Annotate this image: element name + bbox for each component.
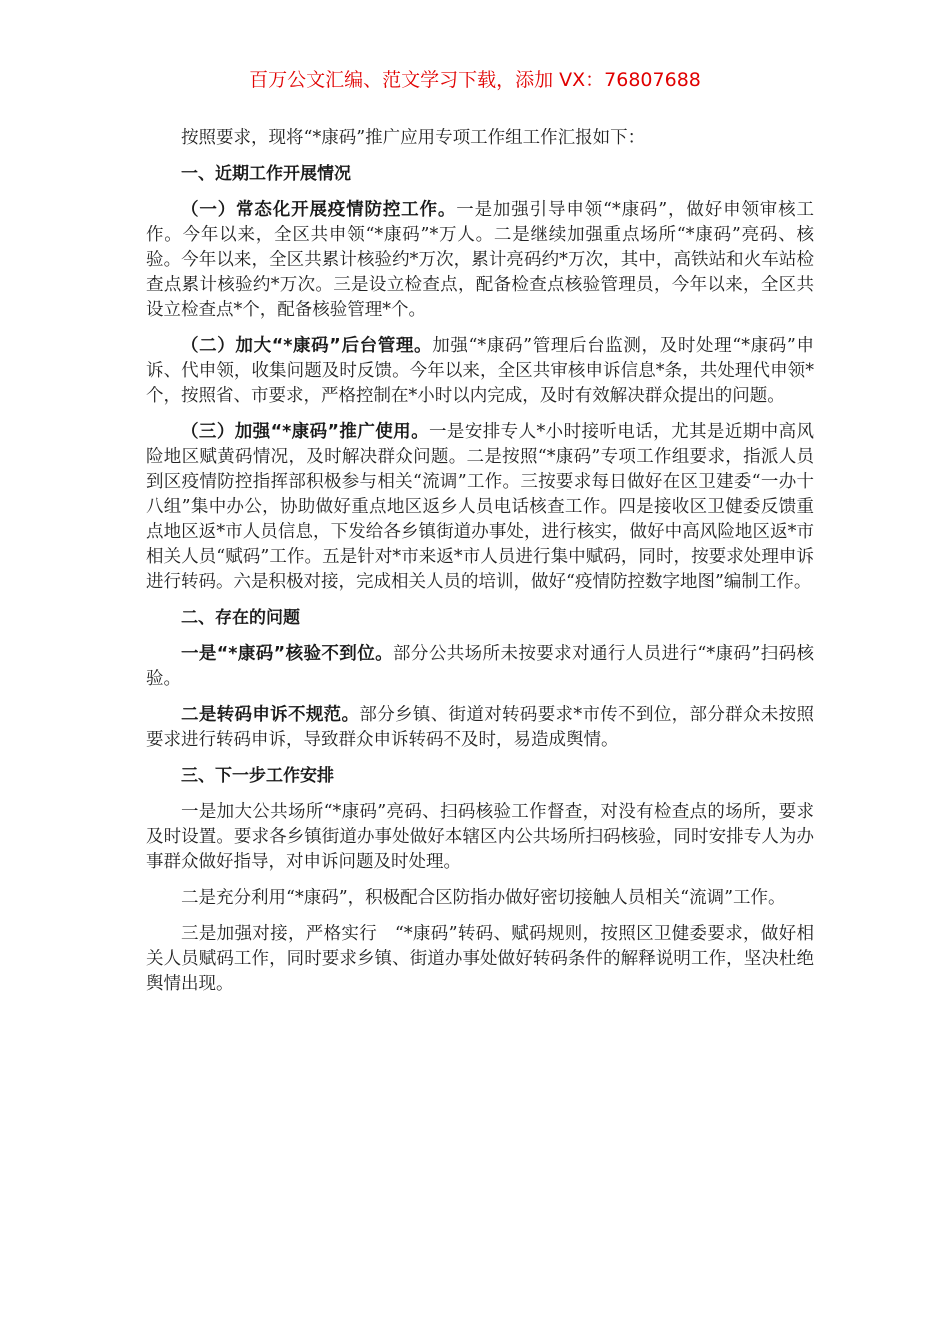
item-text: 一是加强引导申领“*康码”，做好申领审核工作。今年以来，全区共申领“*康码”*万人。二是继续加强重点场所“*康码”亮码、核验。今年以来，全区共累计核验约*万次，累计亮码约*万次，其中，高铁站和火车站检查点累计核验约*万次。三是设立检查点，配备检查点核验管理员，今年以来，全区共设立检查点*个，配备核验管理*个。 bbox=[146, 200, 814, 320]
item-text: 部分乡镇、街道对转码要求*市传不到位，部分群众未按照要求进行转码申诉，导致群众申诉转码不及时，易造成舆情。 bbox=[146, 705, 815, 750]
item-text: 加强“*康码”管理后台监测，及时处理“*康码”申诉、代申领，收集问题及时反馈。今年以来，全区共审核申诉信息*条，共处理代申领*个，按照省、市要求，严格控制在*小时以内完成，及时有效解决群众提出的问题。 bbox=[146, 336, 815, 406]
item-lead: （三）加强“*康码”推广使用。 bbox=[181, 422, 429, 442]
section-1-item-3 bbox=[146, 420, 814, 595]
section-2-item-1 bbox=[146, 642, 814, 692]
section-2-heading: 二、存在的问题 bbox=[181, 608, 300, 628]
section-3-heading: 三、下一步工作安排 bbox=[181, 766, 334, 786]
item-lead: 二是转码申诉不规范。 bbox=[181, 705, 360, 725]
item-lead: 一是“*康码”核验不到位。 bbox=[181, 644, 394, 664]
item-text: 部分公共场所未按要求对通行人员进行“*康码”扫码核验。 bbox=[146, 644, 814, 689]
section-3-item-3: 三是加强对接，严格实行 “*康码”转码、赋码规则，按照区卫健委要求，做好相关人员赋码工作，同时要求乡镇、街道办事处做好转码条件的解释说明工作，坚决杜绝舆情出现。 bbox=[146, 924, 814, 994]
section-3-item-1: 一是加大公共场所“*康码”亮码、扫码核验工作督查，对没有检查点的场所，要求及时设置。要求各乡镇街道办事处做好本辖区内公共场所扫码核验，同时安排专人为办事群众做好指导，对申诉问题及时处理。 bbox=[146, 802, 814, 872]
intro-paragraph: 按照要求，现将“*康码”推广应用专项工作组工作汇报如下： bbox=[181, 128, 646, 148]
item-lead: （二）加大“*康码”后台管理。 bbox=[181, 336, 433, 356]
section-1-item-2 bbox=[146, 334, 814, 409]
section-1-item-1 bbox=[146, 198, 814, 323]
section-2-item-2 bbox=[146, 703, 814, 753]
item-text: 一是安排专人*小时接听电话，尤其是近期中高风险地区赋黄码情况，及时解决群众问题。二是按照“*康码”专项工作组要求，指派人员到区疫情防控指挥部积极参与相关“流调”工作。三按要求每日做好在区卫建委“一办十八组”集中办公，协助做好重点地区返乡人员电话核查工作。四是接收区卫健委反馈重点地区返*市人员信息，下发给各乡镇街道办事处，进行核实，做好中高风险地区返*市相关人员“赋码”工作。五是针对*市来返*市人员进行集中赋码，同时，按要求处理申诉进行转码。六是积极对接，完成相关人员的培训，做好“疫情防控数字地图”编制工作。 bbox=[146, 422, 815, 592]
header-banner: 百万公文汇编、范文学习下载，添加 VX：76807688 bbox=[249, 69, 701, 91]
section-1-heading: 一、近期工作开展情况 bbox=[181, 164, 351, 184]
item-lead: （一）常态化开展疫情防控工作。 bbox=[181, 200, 457, 220]
document-body bbox=[146, 126, 814, 1008]
section-3-item-2: 二是充分利用“*康码”，积极配合区防指办做好密切接触人员相关“流调”工作。 bbox=[181, 888, 786, 908]
